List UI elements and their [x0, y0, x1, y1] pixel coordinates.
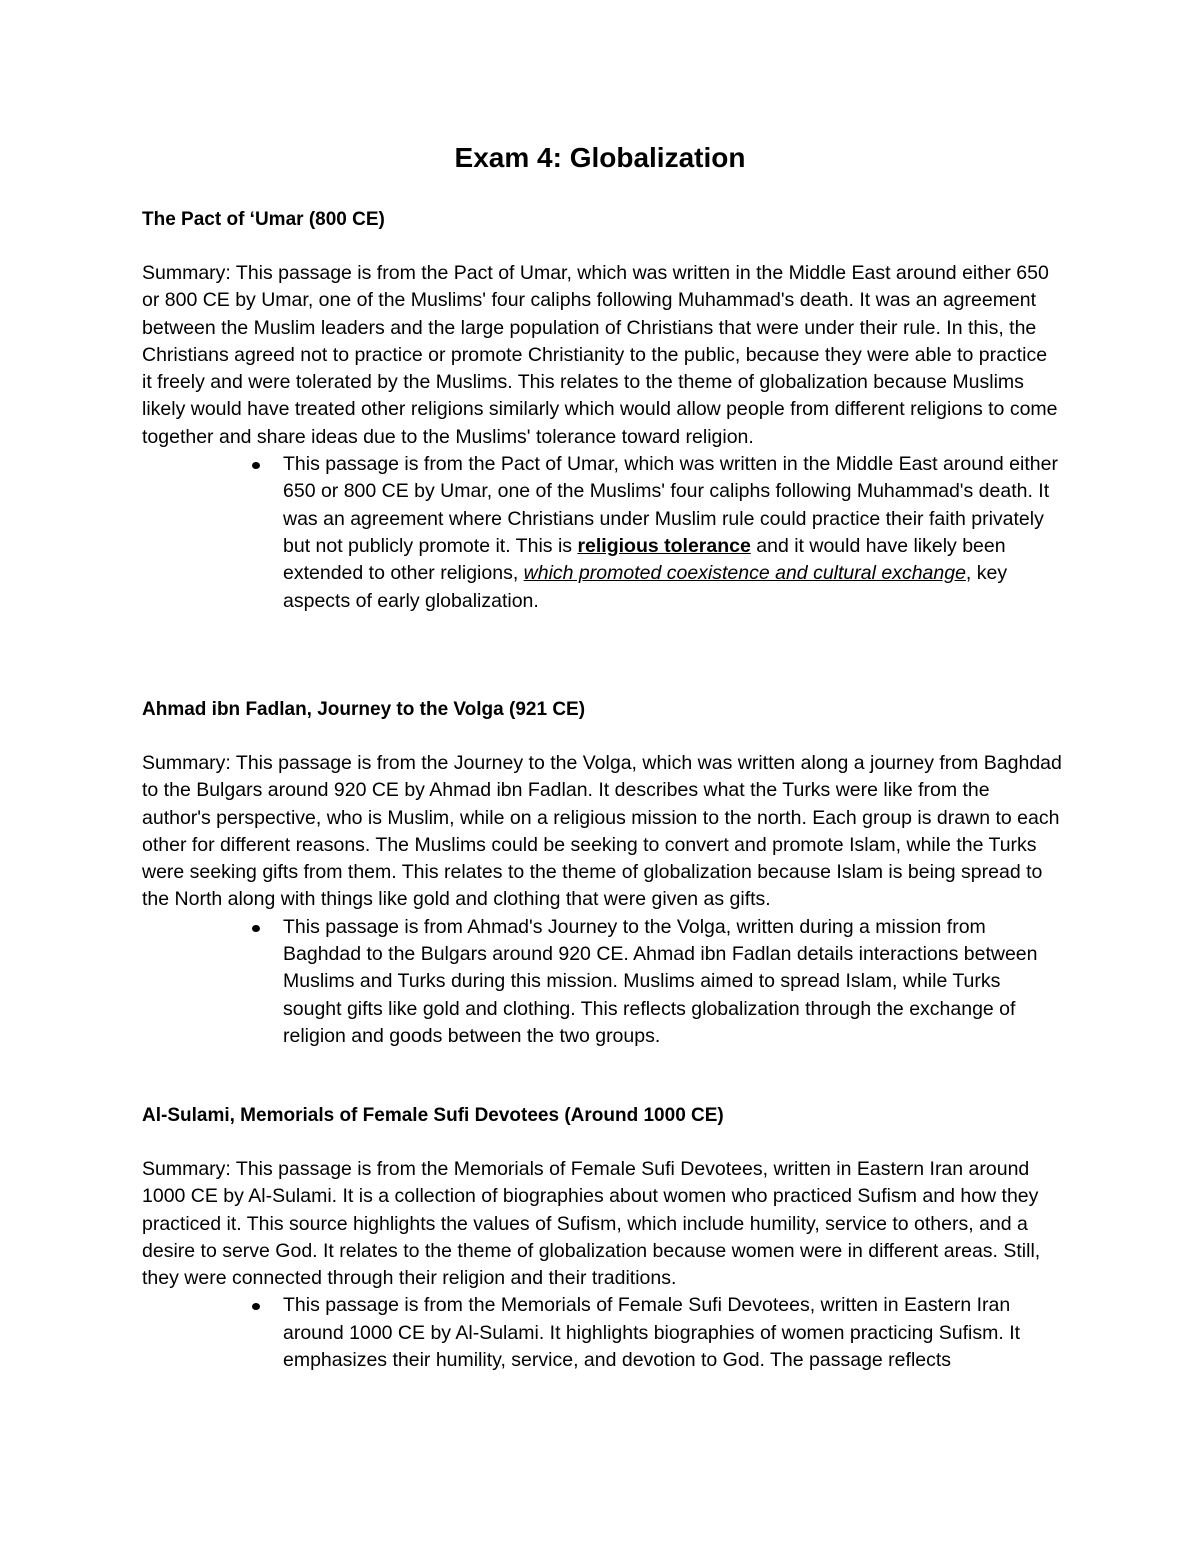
bullet-icon [252, 925, 260, 932]
bullet-list [142, 914, 1062, 1050]
emphasis-religious-tolerance: religious tolerance [577, 534, 751, 557]
section-summary: Summary: This passage is from the Memorials of Female Sufi Devotees, written in Eastern Iran around 1000 CE by Al-Sulami. It is a collection of biographies about women who practiced Sufism and how they practiced it. This source highlights the values of Sufism, which include humility, service to others, and a desire to serve God. It relates to the theme of globalization because women were in different areas. Still, they were connected through their religion and their traditions. [142, 1158, 1041, 1290]
bullet-text-part: This passage is from the Pact of Umar, which was written in the Middle East around either 650 or 800 CE by Umar, one of the Muslims' four caliphs following Muhammad's death. It was an agreement where Christians under Muslim rule could practice their faith privately but not publicly promote it. This is [283, 453, 1058, 557]
document-title: Exam 4: Globalization [454, 142, 746, 173]
list-item [142, 1292, 1063, 1374]
bullet-text: This passage is from Ahmad's Journey to the Volga, written during a mission from Baghdad to the Bulgars around 920 CE. Ahmad ibn Fadlan details interactions between Muslims and Turks during this mission. Muslims aimed to spread Islam, while Turks sought gifts like gold and clothing. This reflects globalization through the exchange of religion and goods between the two groups. [283, 915, 1038, 1047]
section-summary: Summary: This passage is from the Pact of Umar, which was written in the Middle East around either 650 or 800 CE by Umar, one of the Muslims' four caliphs following Muhammad's death. It was an agreement between the Muslim leaders and the large population of Christians that were under their rule. In this, the Christians agreed not to practice or promote Christianity to the public, because they were able to practice it freely and were tolerated by the Muslims. This relates to the theme of globalization because Muslims likely would have treated other religions similarly which would allow people from different religions to come together and share ideas due to the Muslims' tolerance toward religion. [142, 262, 1058, 448]
list-item [142, 914, 1063, 1050]
bullet-list [142, 451, 1062, 615]
bullet-list [142, 1292, 1062, 1374]
section-ahmad-ibn-fadlan [142, 696, 1062, 1050]
section-heading: The Pact of ‘Umar (800 CE) [142, 209, 385, 230]
bullet-icon [252, 1303, 260, 1310]
section-heading: Ahmad ibn Fadlan, Journey to the Volga (921 CE) [142, 699, 586, 720]
section-pact-of-umar [142, 206, 1062, 615]
bullet-icon [252, 462, 260, 469]
section-heading: Al-Sulami, Memorials of Female Sufi Devotees (Around 1000 CE) [142, 1105, 724, 1126]
list-item [142, 451, 1063, 615]
bullet-text-part: , key aspects of early globalization. [283, 562, 1008, 612]
section-al-sulami [142, 1102, 1062, 1374]
section-summary: Summary: This passage is from the Journey to the Volga, which was written along a journey from Baghdad to the Bulgars around 920 CE by Ahmad ibn Fadlan. It describes what the Turks were like from the author's perspective, who is Muslim, while on a religious mission to the north. Each group is drawn to each other for different reasons. The Muslims could be seeking to convert and promote Islam, while the Turks were seeking gifts from them. This relates to the theme of globalization because Islam is being spread to the North along with things like gold and clothing that were given as gifts. [142, 752, 1062, 911]
bullet-text-part: and it would have likely been extended to other religions, [283, 534, 1006, 585]
bullet-text: This passage is from the Memorials of Female Sufi Devotees, written in Eastern Iran around 1000 CE by Al-Sulami. It highlights biographies of women practicing Sufism. It emphasizes their humility, service, and devotion to God. The passage reflects [283, 1294, 1021, 1372]
emphasis-coexistence: which promoted coexistence and cultural exchange [523, 562, 966, 585]
